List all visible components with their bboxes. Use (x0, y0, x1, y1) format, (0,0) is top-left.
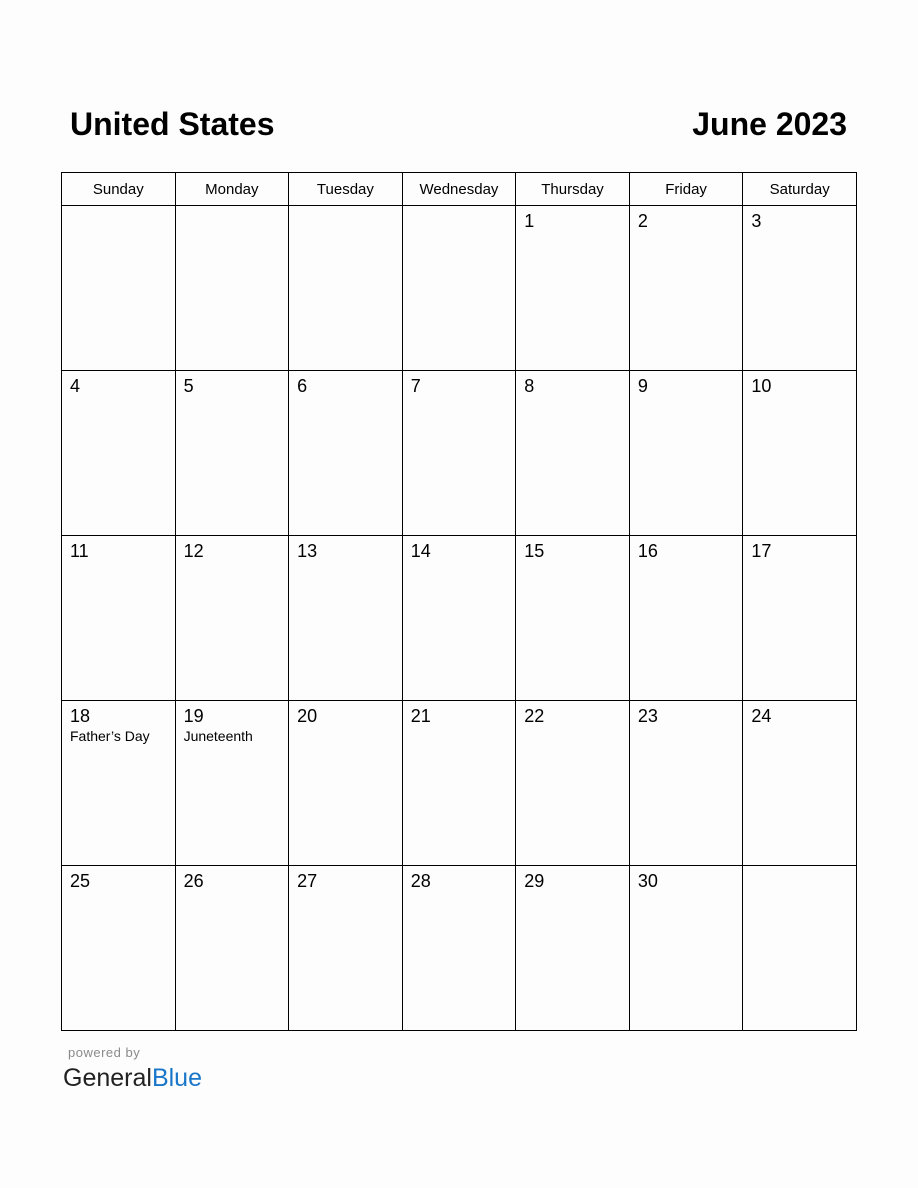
day-cell (629, 536, 743, 701)
day-cell (516, 371, 630, 536)
day-number: 15 (524, 541, 545, 561)
day-number: 25 (70, 871, 91, 891)
holiday-label: Father’s Day (70, 728, 150, 744)
day-cell (289, 701, 403, 866)
day-cell (175, 206, 289, 371)
day-number (289, 206, 402, 211)
weekday-header-row (62, 173, 857, 206)
powered-by-label: powered by (68, 1045, 141, 1060)
day-number: 17 (751, 541, 772, 561)
day-cell (289, 866, 403, 1031)
day-number: 11 (70, 541, 89, 561)
generalblue-logo (63, 1062, 202, 1094)
brand-general-text: General (63, 1064, 152, 1092)
day-cell (175, 536, 289, 701)
day-cell (743, 866, 857, 1031)
day-cell (62, 536, 176, 701)
day-cell (402, 866, 516, 1031)
week-row (62, 866, 857, 1031)
weekday-tuesday: Tuesday (289, 173, 403, 206)
day-number: 21 (410, 706, 431, 726)
day-number: 28 (410, 871, 431, 891)
day-number (403, 206, 516, 211)
day-cell (516, 536, 630, 701)
day-cell (402, 371, 516, 536)
day-number: 20 (297, 706, 318, 726)
day-number (62, 206, 175, 211)
day-number: 12 (183, 541, 204, 561)
day-number: 14 (410, 541, 431, 561)
day-number: 8 (524, 376, 535, 396)
day-cell (629, 866, 743, 1031)
day-number: 24 (751, 706, 772, 726)
holiday-label: Juneteenth (183, 728, 253, 744)
day-cell (175, 866, 289, 1031)
day-number: 18 (70, 706, 91, 726)
day-cell (743, 371, 857, 536)
day-number (176, 206, 289, 211)
day-cell (629, 206, 743, 371)
day-cell (289, 206, 403, 371)
day-cell (743, 701, 857, 866)
day-number: 5 (183, 376, 194, 396)
weekday-friday: Friday (629, 173, 743, 206)
week-row (62, 206, 857, 371)
day-number: 10 (751, 376, 772, 396)
week-row (62, 701, 857, 866)
weekday-saturday: Saturday (743, 173, 857, 206)
day-number: 13 (297, 541, 318, 561)
day-cell (62, 701, 176, 866)
day-number: 2 (637, 211, 648, 231)
day-cell (289, 371, 403, 536)
day-number: 9 (637, 376, 648, 396)
day-cell (516, 206, 630, 371)
day-cell (516, 701, 630, 866)
country-title: United States (70, 106, 275, 142)
weekday-sunday: Sunday (62, 173, 176, 206)
day-cell (402, 536, 516, 701)
day-number: 29 (524, 871, 545, 891)
day-cell (743, 206, 857, 371)
day-number: 3 (751, 211, 762, 231)
day-cell (743, 536, 857, 701)
day-cell (629, 701, 743, 866)
day-number: 19 (183, 706, 204, 726)
day-cell (516, 866, 630, 1031)
week-row (62, 371, 857, 536)
day-cell (62, 206, 176, 371)
day-cell (175, 371, 289, 536)
day-number: 1 (524, 211, 535, 231)
day-number: 27 (297, 871, 318, 891)
day-number: 26 (183, 871, 204, 891)
day-number: 16 (637, 541, 658, 561)
day-cell (402, 701, 516, 866)
day-number: 23 (637, 706, 658, 726)
day-number (743, 866, 856, 871)
day-cell (289, 536, 403, 701)
day-number: 30 (637, 871, 658, 891)
day-cell (402, 206, 516, 371)
weekday-monday: Monday (175, 173, 289, 206)
calendar-grid (61, 172, 857, 1031)
week-row (62, 536, 857, 701)
day-number: 4 (70, 376, 81, 396)
day-number: 22 (524, 706, 545, 726)
day-cell (62, 371, 176, 536)
day-number: 6 (297, 376, 308, 396)
day-number: 7 (410, 376, 421, 396)
weekday-thursday: Thursday (516, 173, 630, 206)
month-year-title: June 2023 (692, 106, 847, 142)
day-cell (62, 866, 176, 1031)
day-cell (629, 371, 743, 536)
brand-blue-text: Blue (151, 1064, 202, 1092)
weekday-wednesday: Wednesday (402, 173, 516, 206)
calendar-body (62, 206, 857, 1031)
day-cell (175, 701, 289, 866)
